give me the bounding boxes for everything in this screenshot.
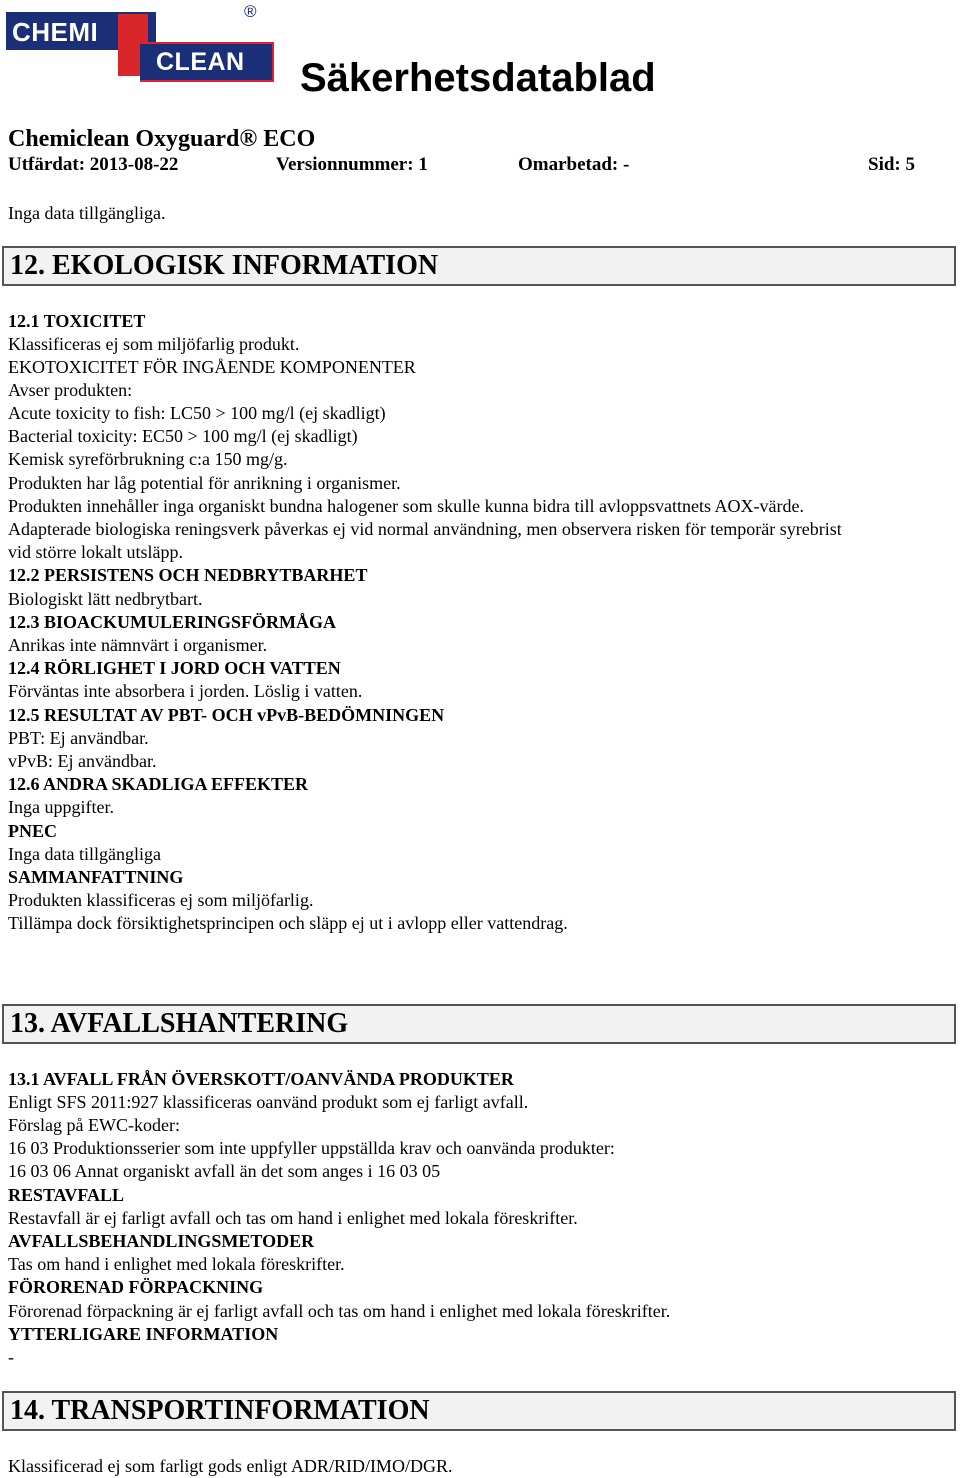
text-line: Enligt SFS 2011:927 klassificeras oanvänd produkt som ej farligt avfall. xyxy=(8,1092,529,1112)
text-line: Förslag på EWC-koder: xyxy=(8,1115,180,1135)
section-13-title: 13. AVFALLSHANTERING xyxy=(10,1008,349,1039)
subheading-bioaccumulation: 12.3 BIOACKUMULERINGSFÖRMÅGA xyxy=(8,612,337,632)
text-line: Avser produkten: xyxy=(8,380,133,400)
text-line: Inga uppgifter. xyxy=(8,797,114,817)
logo-word-clean: CLEAN xyxy=(140,42,274,82)
subheading-residual-waste: RESTAVFALL xyxy=(8,1185,125,1205)
text-line: Tas om hand i enlighet med lokala föreskrifter. xyxy=(8,1254,345,1274)
subheading-mobility: 12.4 RÖRLIGHET I JORD OCH VATTEN xyxy=(8,658,341,678)
subheading-pnec: PNEC xyxy=(8,821,57,841)
subheading-other-effects: 12.6 ANDRA SKADLIGA EFFEKTER xyxy=(8,774,309,794)
text-line: Produkten har låg potential för anrikning i organismer. xyxy=(8,473,401,493)
logo-word-chemi: CHEMI xyxy=(6,12,156,50)
page-number: Sid: 5 xyxy=(868,154,915,175)
text-line: 16 03 06 Annat organiskt avfall än det som anges i 16 03 05 xyxy=(8,1161,441,1181)
text-line: vid större lokalt utsläpp. xyxy=(8,542,183,562)
company-logo xyxy=(6,4,278,92)
section-12-title: 12. EKOLOGISK INFORMATION xyxy=(10,250,439,281)
text-line: - xyxy=(8,1347,14,1367)
text-line: Klassificerad ej som farligt gods enligt ADR/RID/IMO/DGR. xyxy=(8,1456,453,1476)
text-line: vPvB: Ej användbar. xyxy=(8,751,157,771)
revised-date: Omarbetad: - xyxy=(518,154,630,175)
text-line: Bacterial toxicity: EC50 > 100 mg/l (ej skadligt) xyxy=(8,426,358,446)
subheading-contaminated-packaging: FÖRORENAD FÖRPACKNING xyxy=(8,1277,264,1297)
text-line: Kemisk syreförbrukning c:a 150 mg/g. xyxy=(8,449,288,469)
version-number: Versionnummer: 1 xyxy=(276,154,428,175)
section-14-header xyxy=(2,1391,956,1431)
subheading-summary: SAMMANFATTNING xyxy=(8,867,184,887)
text-line: Förorenad förpackning är ej farligt avfall och tas om hand i enlighet med lokala föreskrifter. xyxy=(8,1301,671,1321)
text-line: Produkten klassificeras ej som miljöfarlig. xyxy=(8,890,314,910)
text-line: Inga data tillgängliga xyxy=(8,844,161,864)
text-line: Adapterade biologiska reningsverk påverkas ej vid normal användning, men observera risken för temporär syrebrist xyxy=(8,519,842,539)
text-line: Restavfall är ej farligt avfall och tas om hand i enlighet med lokala föreskrifter. xyxy=(8,1208,578,1228)
text-line: PBT: Ej användbar. xyxy=(8,728,149,748)
subheading-disposal-methods: AVFALLSBEHANDLINGSMETODER xyxy=(8,1231,315,1251)
product-name: Chemiclean Oxyguard® ECO xyxy=(8,126,316,152)
text-line: Biologiskt lätt nedbrytbart. xyxy=(8,589,203,609)
text-line: Acute toxicity to fish: LC50 > 100 mg/l (ej skadligt) xyxy=(8,403,386,423)
text-line: Produkten innehåller inga organiskt bundna halogener som skulle kunna bidra till avloppsvattnets AOX-värde. xyxy=(8,496,804,516)
document-title: Säkerhetsdatablad xyxy=(300,56,656,100)
intro-text: Inga data tillgängliga. xyxy=(8,203,166,223)
subheading-pbt: 12.5 RESULTAT AV PBT- OCH vPvB-BEDÖMNINGEN xyxy=(8,705,445,725)
text-line: Anrikas inte nämnvärt i organismer. xyxy=(8,635,268,655)
subheading-ecotoxicity: EKOTOXICITET FÖR INGÅENDE KOMPONENTER xyxy=(8,357,416,377)
text-line: 16 03 Produktionsserier som inte uppfyller uppställda krav och oanvända produkter: xyxy=(8,1138,615,1158)
issued-date: Utfärdat: 2013-08-22 xyxy=(8,154,179,175)
subheading-waste-surplus: 13.1 AVFALL FRÅN ÖVERSKOTT/OANVÄNDA PRODUKTER xyxy=(8,1069,514,1089)
logo-registered-mark: ® xyxy=(244,2,257,21)
subheading-persistence: 12.2 PERSISTENS OCH NEDBRYTBARHET xyxy=(8,565,368,585)
text-line: Tillämpa dock försiktighetsprincipen och släpp ej ut i avlopp eller vattendrag. xyxy=(8,913,568,933)
section-12-header xyxy=(2,246,956,286)
text-line: Klassificeras ej som miljöfarlig produkt. xyxy=(8,334,300,354)
section-13-header xyxy=(2,1004,956,1044)
section-14-title: 14. TRANSPORTINFORMATION xyxy=(10,1395,430,1426)
subheading-toxicity: 12.1 TOXICITET xyxy=(8,311,146,331)
subheading-further-info: YTTERLIGARE INFORMATION xyxy=(8,1324,279,1344)
text-line: Förväntas inte absorbera i jorden. Löslig i vatten. xyxy=(8,681,363,701)
